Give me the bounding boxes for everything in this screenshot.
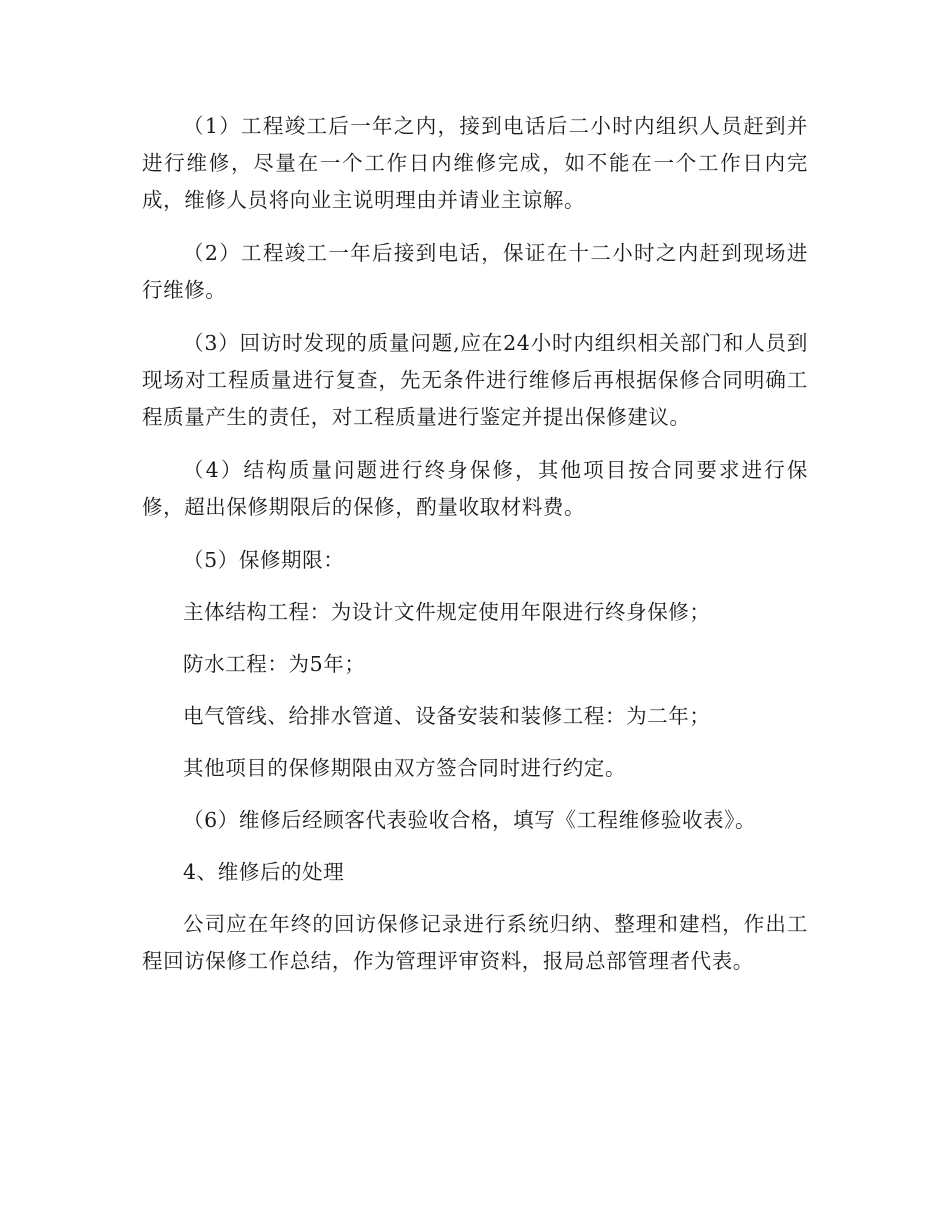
paragraph-acceptance: （6）维修后经顾客代表验收合格，填写《工程维修验收表》。	[183, 808, 757, 832]
paragraph-response-first-year: （1）工程竣工后一年之内，接到电话后二小时内组织人员赶到并进行维修，尽量在一个工作日内维修完成，如不能在一个工作日内完成，维修人员将向业主说明理由并请业主谅解。	[142, 114, 808, 212]
warranty-item-other: 其他项目的保修期限由双方签合同时进行约定。	[183, 756, 627, 780]
paragraph-structural-warranty: （4）结构质量问题进行终身保修，其他项目按合同要求进行保修，超出保修期限后的保修，酌量收取材料费。	[142, 458, 808, 519]
paragraph-response-after-first-year: （2）工程竣工一年后接到电话，保证在十二小时之内赶到现场进行维修。	[142, 241, 808, 302]
paragraph-quality-issues: （3）回访时发现的质量问题,应在24小时内组织相关部门和人员到现场对工程质量进行复查，先无条件进行维修后再根据保修合同明确工程质量产生的责任，对工程质量进行鉴定并提出保修建议。	[142, 331, 808, 429]
section-heading-after-repair: 4、维修后的处理	[183, 860, 345, 884]
paragraph-closing-summary: 公司应在年终的回访保修记录进行系统归纳、整理和建档，作出工程回访保修工作总结，作为管理评审资料，报局总部管理者代表。	[142, 912, 808, 973]
warranty-item-waterproofing: 防水工程：为5年；	[183, 652, 366, 676]
warranty-item-main-structure: 主体结构工程：为设计文件规定使用年限进行终身保修；	[183, 600, 711, 624]
warranty-period-title: （5）保修期限：	[183, 548, 345, 572]
document-body	[142, 108, 808, 996]
warranty-item-electrical-plumbing: 电气管线、给排水管道、设备安装和装修工程：为二年；	[183, 704, 711, 728]
